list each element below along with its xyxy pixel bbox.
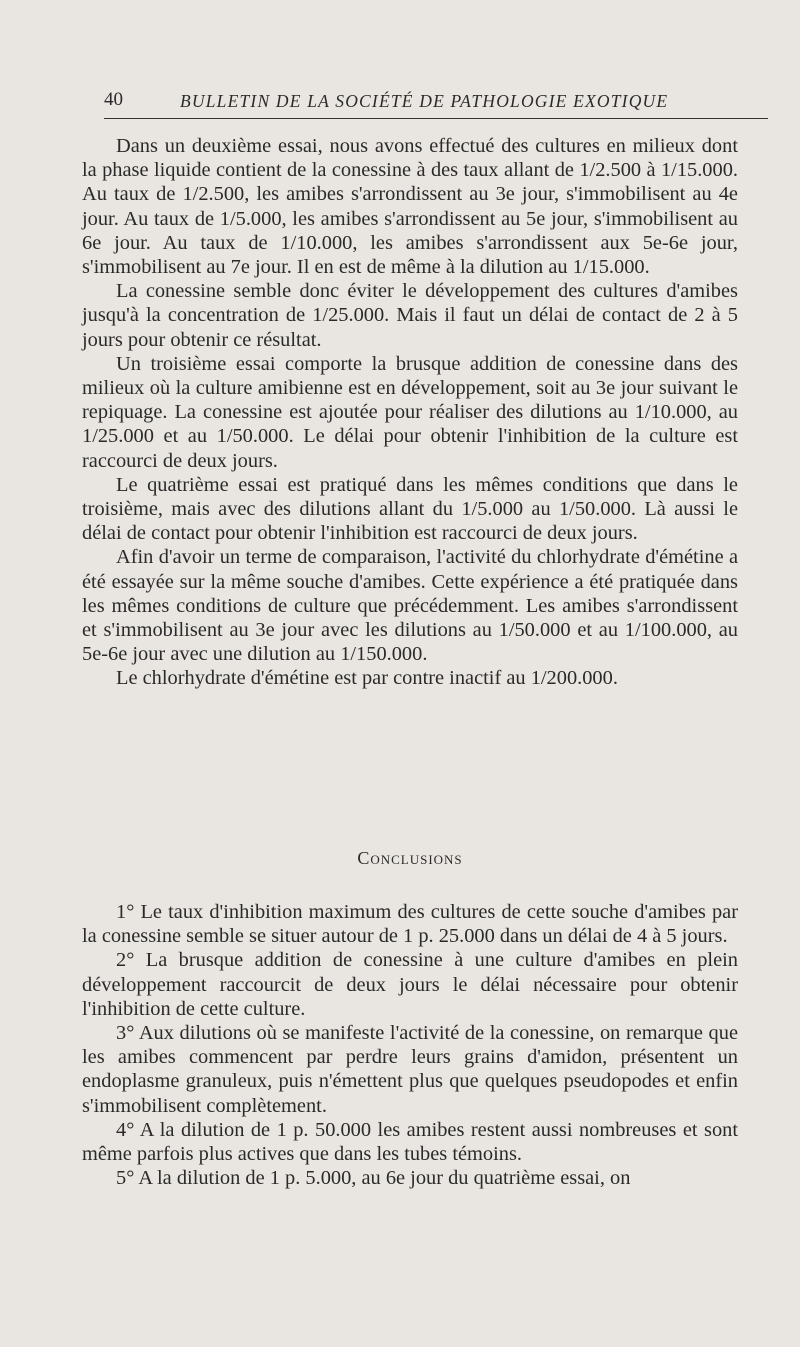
body-text xyxy=(82,134,738,691)
paragraph-emetine-comparison: Afin d'avoir un terme de comparaison, l'activité du chlorhydrate d'émétine a été essayée sur la même souche d'amibes. Cette expérience a été pratiquée dans les mêmes conditions de culture que précédemment. Les amibes s'arrondissent et s'immobilisent au 3e jour avec les dilutions au 1/50.000 et au 1/100.000, au 5e-6e jour avec une dilution au 1/150.000. xyxy=(82,546,738,666)
conclusions-list xyxy=(82,900,738,1190)
paragraph-fourth-trial: Le quatrième essai est pratiqué dans les mêmes conditions que dans le troisième, mais avec des dilutions allant du 1/5.000 au 1/50.000. Là aussi le délai de contact pour obtenir l'inhibition est raccourci de deux jours. xyxy=(82,473,738,545)
conclusion-item: 3° Aux dilutions où se manifeste l'activité de la conessine, on remarque que les amibes commencent par perdre leurs grains d'amidon, présentent un endoplasme granuleux, puis n'émettent plus que quelques pseudopodes et enfin s'immobilisent complètement. xyxy=(82,1022,738,1117)
paragraph-second-trial: Dans un deuxième essai, nous avons effectué des cultures en milieux dont la phase liquide contient de la conessine à des taux allant de 1/2.500 à 1/15.000. Au taux de 1/2.500, les amibes s'arrondissent au 3e jour, s'immobilisent au 4e jour. Au taux de 1/5.000, les amibes s'arrondissent au 5e jour, s'immobilisent au 6e jour. Au taux de 1/10.000, les amibes s'arrondissent aux 5e-6e jour, s'immobilisent au 7e jour. Il en est de même à la dilution au 1/15.000. xyxy=(82,135,738,279)
conclusion-item: 4° A la dilution de 1 p. 50.000 les amibes restent aussi nombreuses et sont même parfois plus actives que dans les tubes témoins. xyxy=(82,1118,738,1166)
running-head: BULLETIN DE LA SOCIÉTÉ DE PATHOLOGIE EXOTIQUE xyxy=(180,91,669,111)
page-header xyxy=(104,88,768,119)
conclusion-item: 5° A la dilution de 1 p. 5.000, au 6e jour du quatrième essai, on xyxy=(116,1167,631,1190)
paragraph-emetine-inactive: Le chlorhydrate d'émétine est par contre inactif au 1/200.000. xyxy=(116,667,618,690)
conclusion-item: 1° Le taux d'inhibition maximum des cultures de cette souche d'amibes par la conessine semble se situer autour de 1 p. 25.000 dans un délai de 4 à 5 jours. xyxy=(82,901,738,948)
page-number: 40 xyxy=(104,89,123,110)
paragraph-third-trial: Un troisième essai comporte la brusque addition de conessine dans des milieux où la culture amibienne est en développement, soit au 3e jour suivant le repiquage. La conessine est ajoutée pour réaliser des dilutions au 1/10.000, au 1/25.000 et au 1/50.000. Le délai pour obtenir l'inhibition de la culture est raccourci de deux jours. xyxy=(82,352,738,472)
conclusion-item: 2° La brusque addition de conessine à une culture d'amibes en plein développement raccourcit de deux jours le délai nécessaire pour obtenir l'inhibition de cette culture. xyxy=(82,949,738,1020)
paragraph-conessine-summary: La conessine semble donc éviter le développement des cultures d'amibes jusqu'à la concentration de 1/25.000. Mais il faut un délai de contact de 2 à 5 jours pour obtenir ce résultat. xyxy=(82,280,738,351)
section-title-conclusions: Conclusions xyxy=(357,848,463,868)
